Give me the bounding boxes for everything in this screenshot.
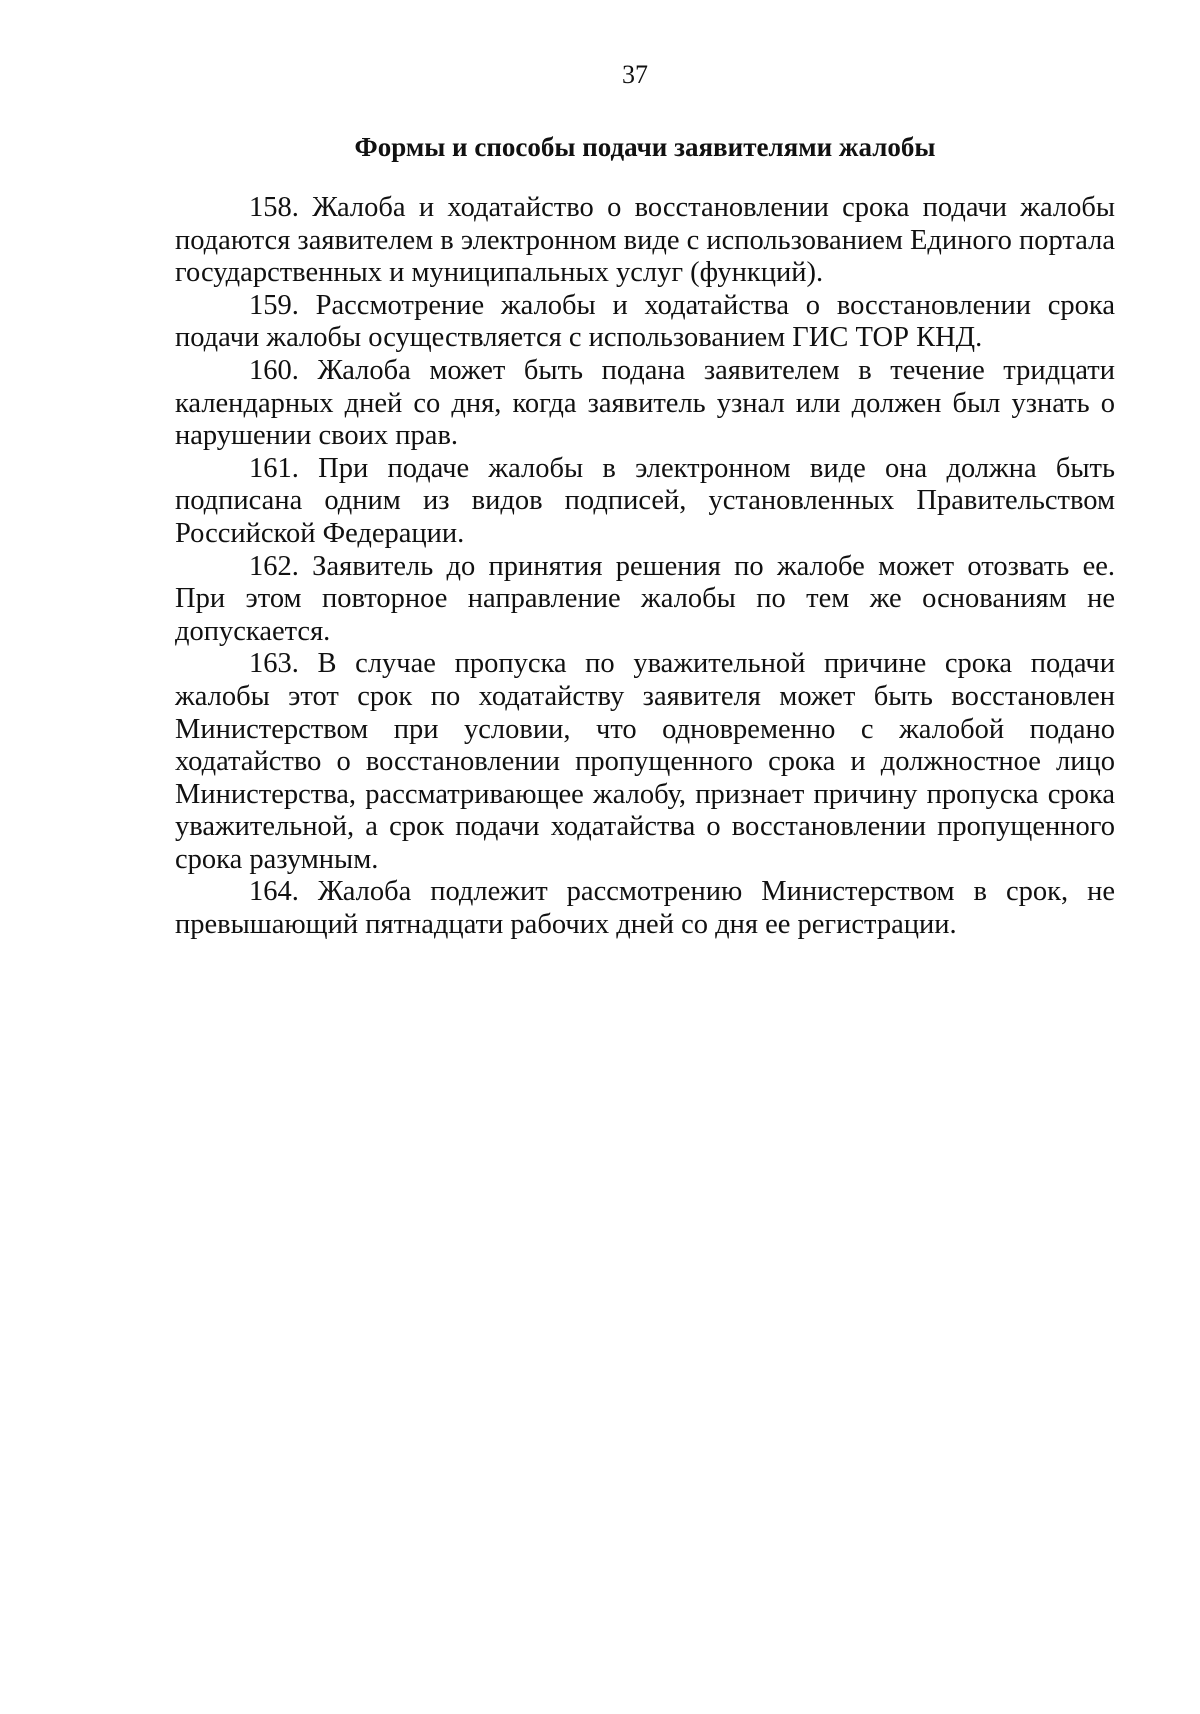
section-heading: Формы и способы подачи заявителями жалобы [354,132,936,162]
paragraph-164: 164. Жалоба подлежит рассмотрению Министерством в срок, не превышающий пятнадцати рабочих дней со дня ее регистрации. [175,876,1115,941]
paragraph-163: 163. В случае пропуска по уважительной причине срока подачи жалобы этот срок по ходатайству заявителя может быть восстановлен Министерством при условии, что одновременно с жалобой подано ходатайство о восстановлении пропущенного срока и должностное лицо Министерства, рассматривающее жалобу, признает причину пропуска срока уважительной, а срок подачи ходатайства о восстановлении пропущенного срока разумным. [175,648,1115,875]
document-body [175,192,1115,942]
paragraph-161: 161. При подаче жалобы в электронном виде она должна быть подписана одним из видов подписей, установленных Правительством Российской Федерации. [175,452,1115,549]
paragraph-159: 159. Рассмотрение жалобы и ходатайства о восстановлении срока подачи жалобы осуществляется с использованием ГИС ТОР КНД. [175,289,1115,354]
paragraph-162: 162. Заявитель до принятия решения по жалобе может отозвать ее. При этом повторное направление жалобы по тем же основаниям не допускается. [175,550,1115,647]
page-number: 37 [622,60,648,89]
paragraph-158: 158. Жалоба и ходатайство о восстановлении срока подачи жалобы подаются заявителем в электронном виде с использованием Единого портала государственных и муниципальных услуг (функций). [175,192,1115,289]
paragraph-160: 160. Жалоба может быть подана заявителем в течение тридцати календарных дней со дня, когда заявитель узнал или должен был узнать о нарушении своих прав. [175,354,1115,452]
